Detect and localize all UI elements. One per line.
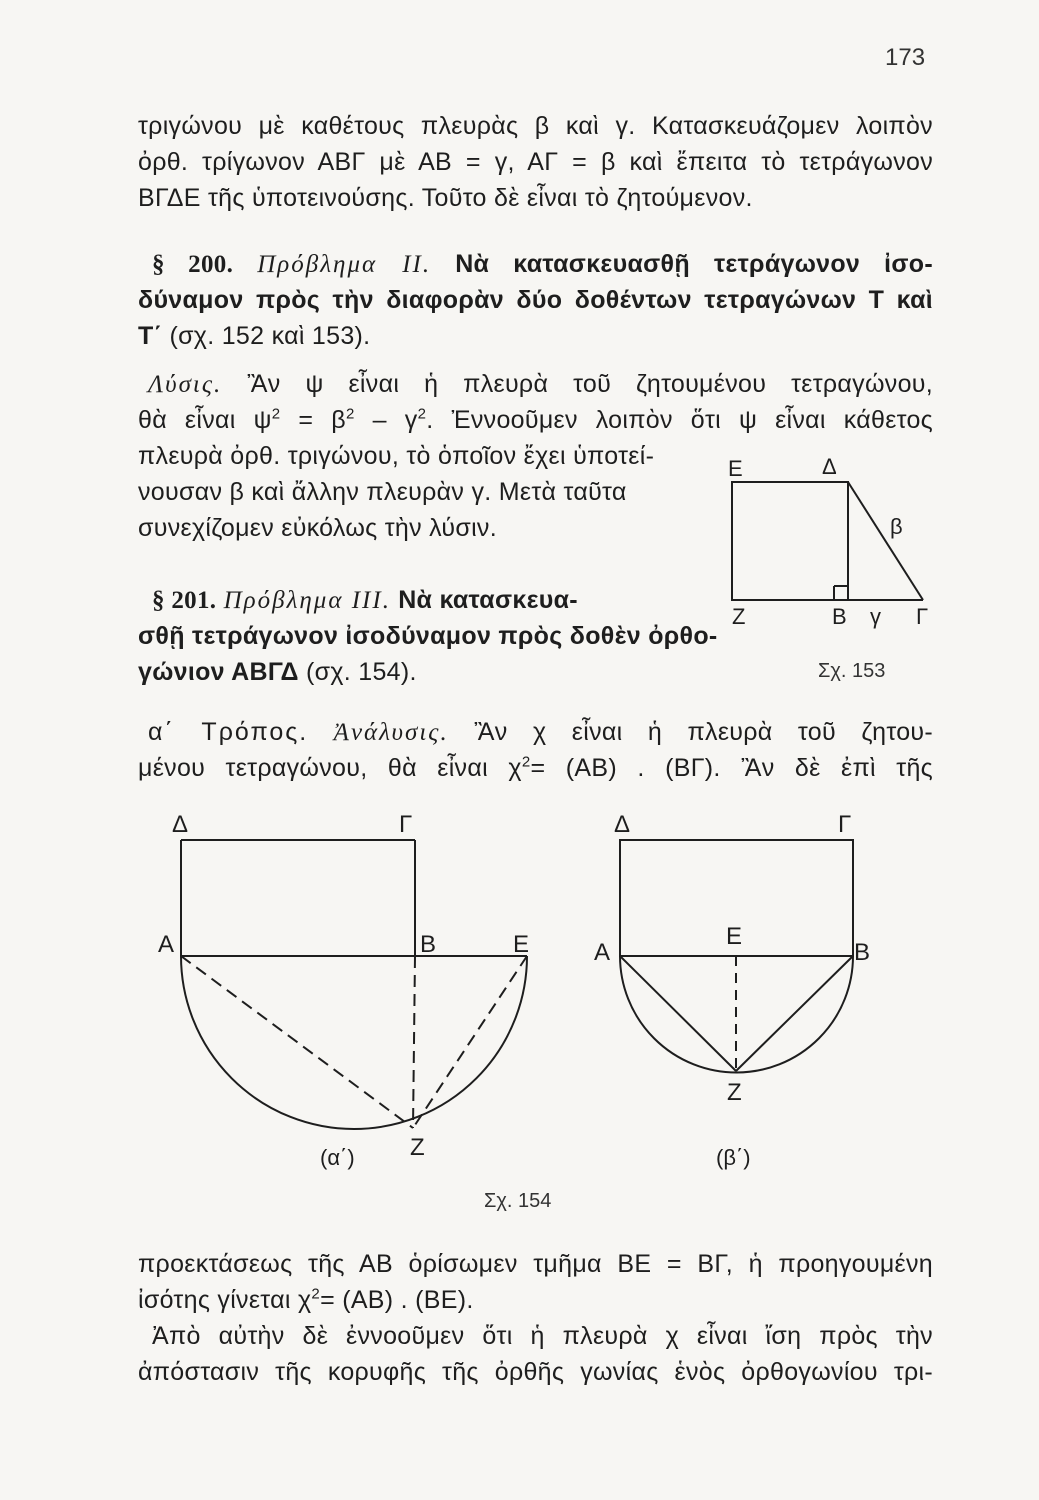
exponent: 2 xyxy=(417,405,427,423)
section-200-ref: (σχ. 152 καὶ 153). xyxy=(169,322,371,350)
solution-label: Λύσις. xyxy=(148,371,223,398)
exponent: 2 xyxy=(271,405,281,423)
figure-154-caption: Σχ. 154 xyxy=(484,1190,552,1212)
fig154a-dashed-az xyxy=(181,956,413,1128)
section-201-rect-name: γώνιον ΑΒΓΔ xyxy=(138,658,299,686)
section-200-statement-3 xyxy=(138,322,370,351)
fig153-square xyxy=(732,482,848,600)
solution-200-text-1: Ἂν ψ εἶναι ἡ πλευρὰ τοῦ ζητουμένου τετραγώνου, xyxy=(247,370,933,398)
formula-part-2: = β xyxy=(298,406,346,434)
figure-153-caption: Σχ. 153 xyxy=(818,660,886,682)
bottom-formula-a: ἰσότης γίνεται χ xyxy=(138,1286,312,1314)
fig154b-label-g: Γ xyxy=(838,811,852,838)
fig154a-label-e: Ε xyxy=(513,931,530,958)
exponent: 2 xyxy=(311,1285,321,1303)
section-201-number: § 201. xyxy=(152,587,217,614)
formula-part-1: θὰ εἶναι ψ xyxy=(138,406,272,434)
figure-154-b xyxy=(594,810,900,1190)
figure-153 xyxy=(720,452,940,632)
page-number: 173 xyxy=(885,44,926,71)
formula-part-4: . Ἐννοοῦμεν λοιπὸν ὅτι ψ εἶναι κάθετος xyxy=(426,406,934,434)
fig154b-label-e: Ε xyxy=(726,923,743,950)
exponent: 2 xyxy=(521,753,531,771)
fig153-label-b: Β xyxy=(832,604,847,629)
method-formula-b: = (ΑΒ) . (ΒΓ). Ἂν δὲ ἐπὶ τῆς xyxy=(530,754,934,782)
top-paragraph-line-3: ΒΓΔΕ τῆς ὑποτεινούσης. Τοῦτο δὲ εἶναι τὸ ζητούμενον. xyxy=(138,184,753,212)
section-200-number: § 200. xyxy=(152,251,234,278)
formula-part-3: – γ xyxy=(372,406,418,434)
method-line-2 xyxy=(138,754,933,783)
method-text-1: Ἂν χ εἶναι ἡ πλευρὰ τοῦ ζητου- xyxy=(474,718,934,746)
fig153-label-z: Ζ xyxy=(732,604,746,629)
fig154a-label-g: Γ xyxy=(399,811,413,838)
method-formula-a: μένου τετραγώνου, θὰ εἶναι χ xyxy=(138,754,522,782)
section-200-statement-2: δύναμον πρὸς τὴν διαφορὰν δύο δοθέντων τετραγώνων Τ καὶ xyxy=(138,286,933,314)
top-paragraph-line-1: τριγώνου μὲ καθέτους πλευρὰς β καὶ γ. Κατασκευάζομεν λοιπὸν xyxy=(138,112,933,140)
section-201-statement-3 xyxy=(138,658,417,687)
bottom-paragraph-line-1: προεκτάσεως τῆς ΑΒ ὁρίσωμεν τμῆμα ΒΕ = ΒΓ, ἡ προηγουμένη xyxy=(138,1250,933,1278)
method-line-1 xyxy=(148,718,933,747)
fig154a-label-d: Δ xyxy=(172,811,189,838)
solution-200-line-5: συνεχίζομεν εὐκόλως τὴν λύσιν. xyxy=(138,514,497,542)
bottom-formula-b: = (ΑΒ) . (ΒΕ). xyxy=(320,1286,474,1314)
fig154b-sublabel: (β΄) xyxy=(716,1145,751,1170)
solution-200-line-2 xyxy=(138,406,933,435)
fig154b-bz xyxy=(736,956,853,1071)
fig153-label-gamma: γ xyxy=(870,604,881,629)
exponent: 2 xyxy=(345,405,355,423)
fig154a-label-a: Α xyxy=(158,931,175,958)
method-label: α΄ Τρόπος. xyxy=(148,718,309,746)
fig154b-label-d: Δ xyxy=(614,811,631,838)
fig154a-label-z: Ζ xyxy=(410,1134,425,1161)
fig153-label-beta: β xyxy=(890,514,903,539)
solution-200-line-3: πλευρὰ ὀρθ. τριγώνου, τὸ ὁποῖον ἔχει ὑποτεί- xyxy=(138,442,655,470)
bottom-paragraph-line-4: ἀπόστασιν τῆς κορυφῆς τῆς ὀρθῆς γωνίας ἑνὸς ὀρθογωνίου τρι- xyxy=(138,1358,933,1386)
fig154a-semicircle xyxy=(181,956,527,1129)
figure-154-a xyxy=(158,810,570,1190)
section-200-title: Πρόβλημα II. xyxy=(257,251,432,278)
fig153-label-d: Δ xyxy=(822,454,837,479)
solution-200-line-1 xyxy=(148,370,933,399)
method-analysis: Ἀνάλυσις. xyxy=(333,719,449,746)
section-200-t-prime: Τ΄ xyxy=(138,322,163,350)
fig153-hypotenuse xyxy=(848,482,923,600)
section-201-ref: (σχ. 154). xyxy=(306,658,417,686)
section-200-statement-1: Νὰ κατασκευασθῇ τετράγωνον ἰσο- xyxy=(455,250,934,278)
bottom-paragraph-line-2 xyxy=(138,1286,474,1315)
fig154b-label-b: Β xyxy=(854,939,871,966)
fig154a-label-b: Β xyxy=(420,931,437,958)
section-201-heading xyxy=(152,586,578,615)
top-paragraph-line-2: ὀρθ. τρίγωνον ΑΒΓ μὲ ΑΒ = γ, ΑΓ = β καὶ ἔπειτα τὸ τετράγωνον xyxy=(138,148,933,176)
fig154a-sublabel: (α΄) xyxy=(320,1145,355,1170)
section-201-title: Πρόβλημα III. xyxy=(223,587,391,614)
section-201-statement-1: Νὰ κατασκευα- xyxy=(398,586,578,614)
fig153-label-e: Ε xyxy=(728,456,743,481)
fig154b-label-z: Ζ xyxy=(727,1079,742,1106)
bottom-paragraph-line-3: Ἀπὸ αὐτὴν δὲ ἐννοοῦμεν ὅτι ἡ πλευρὰ χ εἶναι ἴση πρὸς τὴν xyxy=(152,1322,933,1350)
fig154a-dashed-bz xyxy=(413,956,415,1128)
fig154b-az xyxy=(620,956,736,1071)
fig153-label-g: Γ xyxy=(916,604,929,629)
section-201-statement-2: σθῇ τετράγωνον ἰσοδύναμον πρὸς δοθὲν ὀρθο- xyxy=(138,622,718,650)
fig154a-dashed-ez xyxy=(413,956,527,1128)
section-200-heading xyxy=(152,250,933,279)
solution-200-line-4: νουσαν β καὶ ἄλλην πλευρὰν γ. Μετὰ ταῦτα xyxy=(138,478,627,506)
fig154b-label-a: Α xyxy=(594,939,611,966)
